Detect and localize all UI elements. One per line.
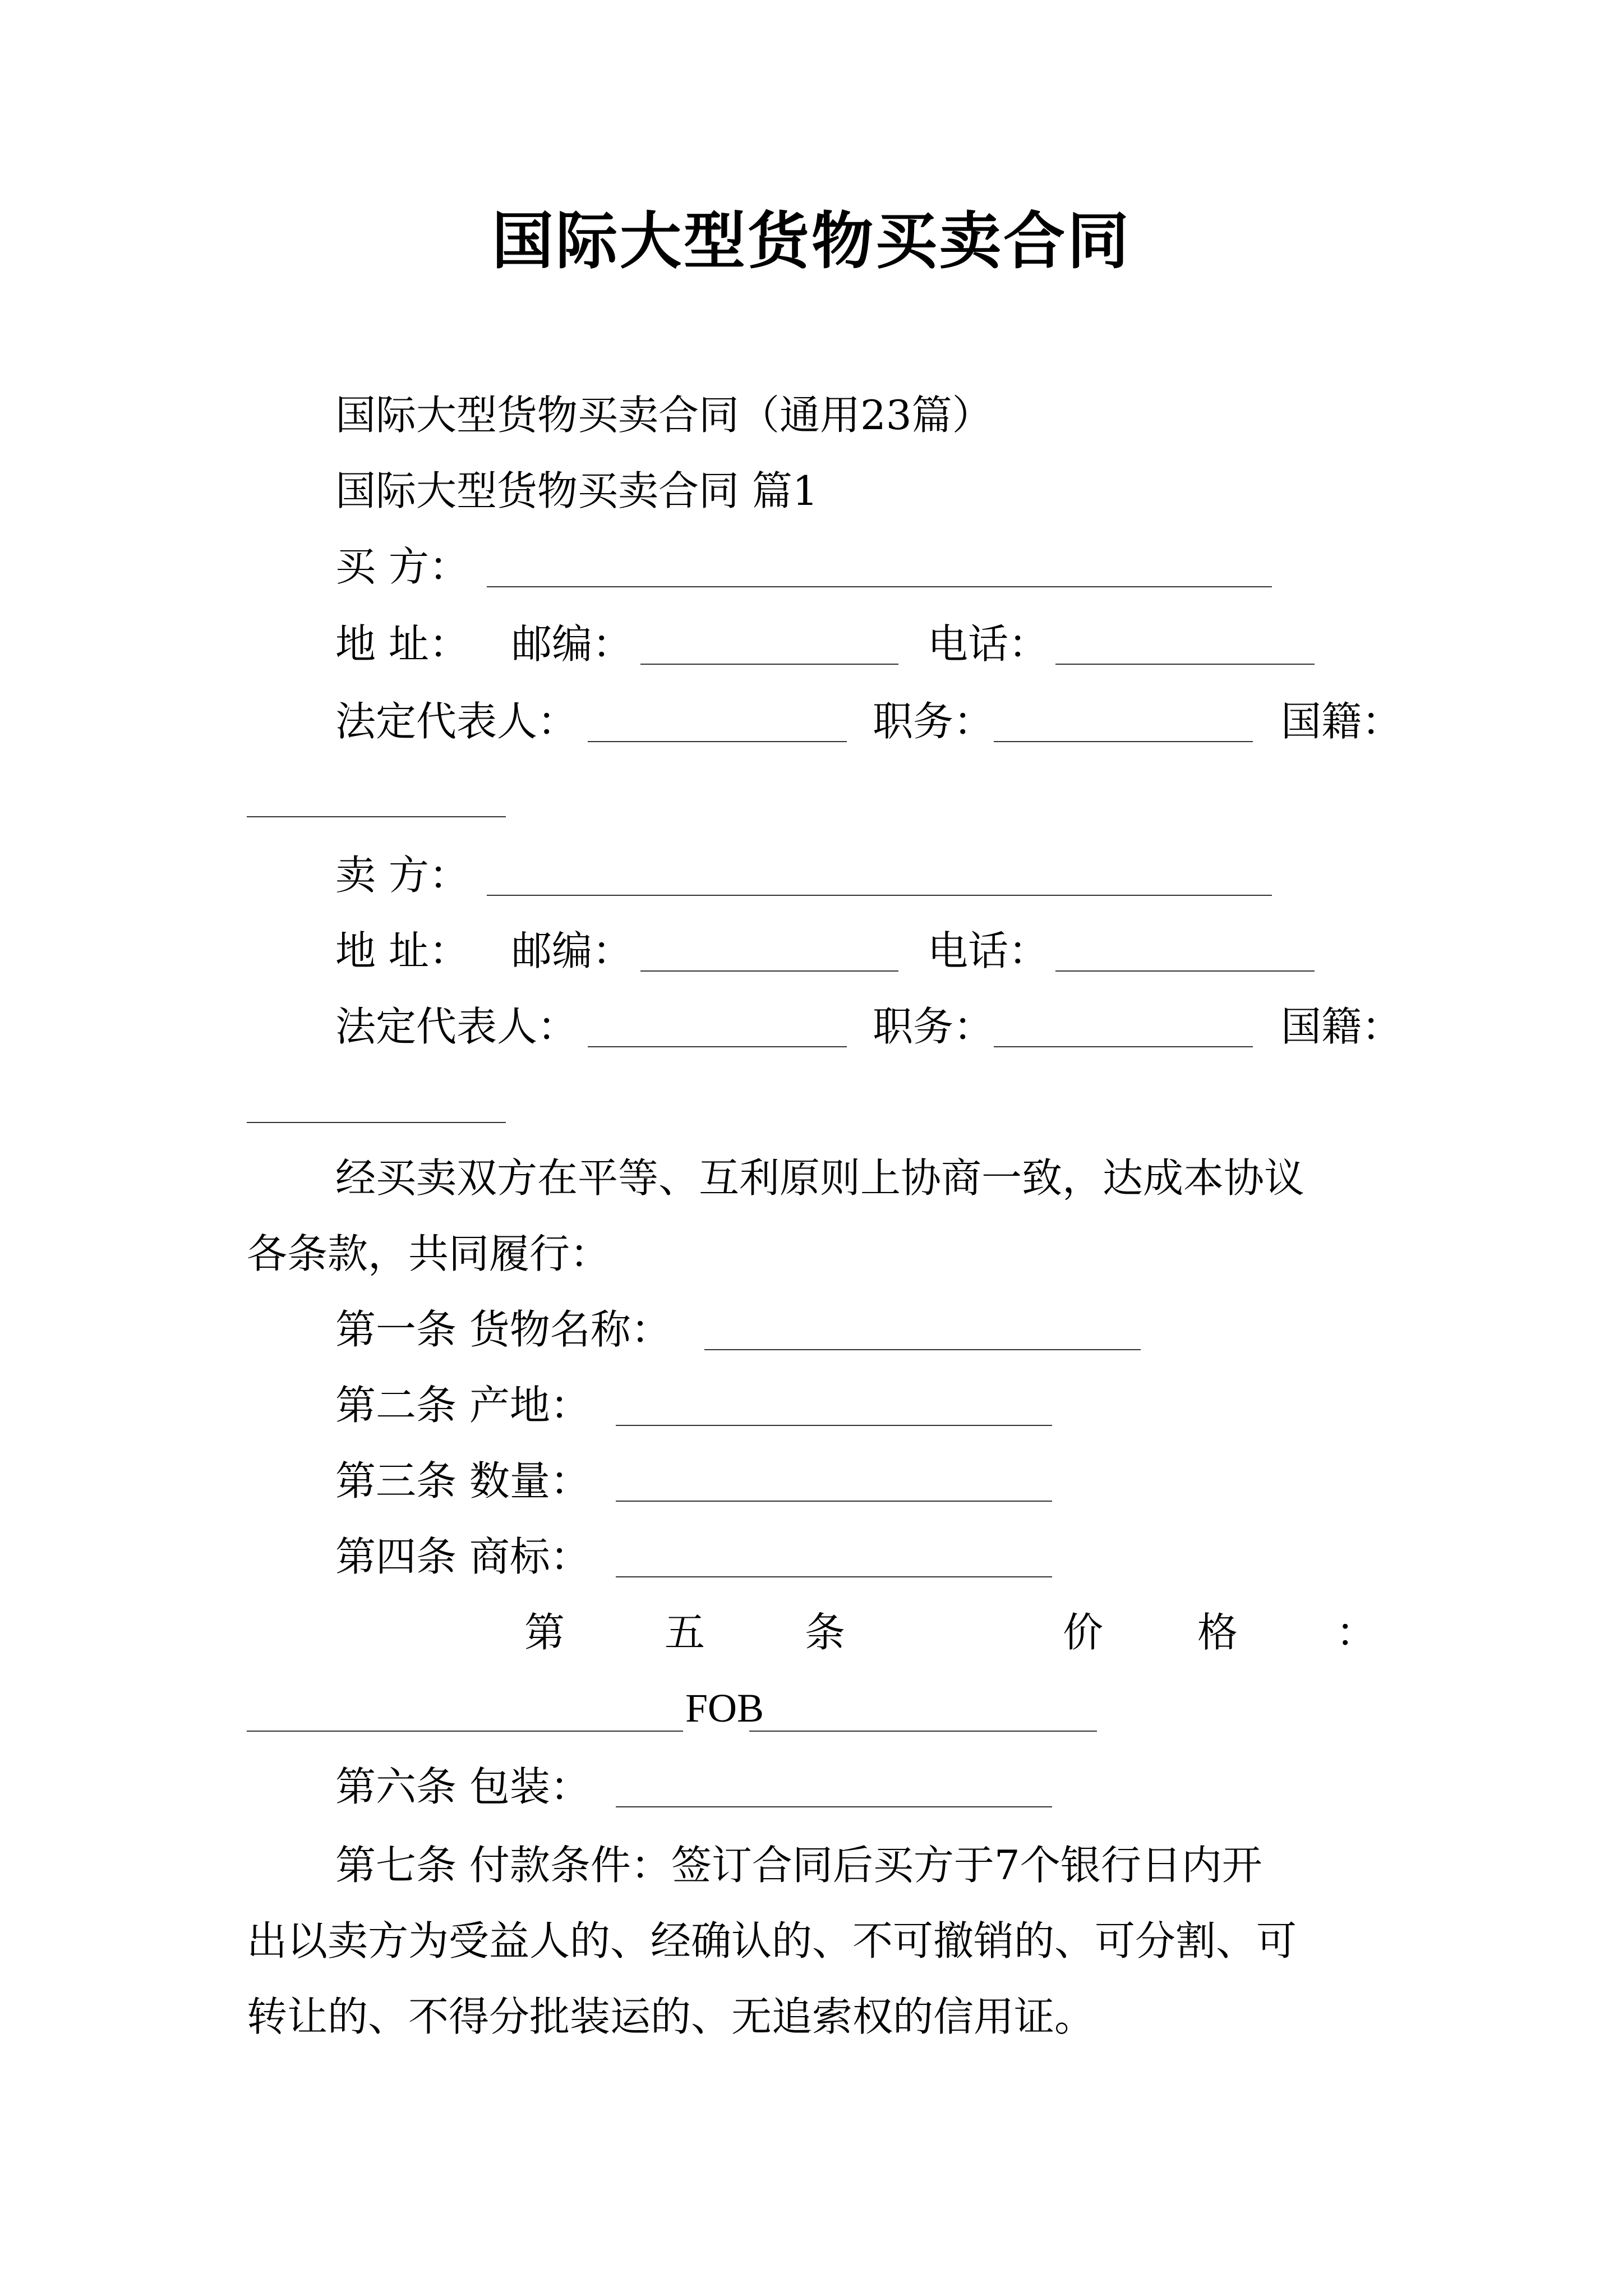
intro-line-1: 经买卖双方在平等、互利原则上协商一致，达成本协议 xyxy=(335,1154,1305,1202)
article-6-blank xyxy=(616,1806,1052,1807)
seller-postcode-label: 邮编： xyxy=(511,927,633,974)
article-7-line-2: 出以卖方为受益人的、经确认的、不可撤销的、可分割、可 xyxy=(247,1917,1297,1964)
buyer-phone-blank xyxy=(1055,664,1315,665)
seller-name-label: 卖 方： xyxy=(335,852,469,899)
buyer-position-label: 职务： xyxy=(873,698,994,745)
article-4-blank xyxy=(616,1576,1052,1577)
seller-rep-blank xyxy=(588,1046,847,1047)
seller-postcode-blank xyxy=(640,970,898,972)
article-1-label: 第一条 货物名称： xyxy=(335,1306,671,1353)
seller-nationality-label: 国籍： xyxy=(1281,1003,1403,1050)
subtitle: 国际大型货物买卖合同（通用23篇） xyxy=(335,392,993,439)
article-5-char-2: 五 xyxy=(665,1609,706,1656)
article-1-blank xyxy=(704,1349,1141,1350)
document-title: 国际大型货物买卖合同 xyxy=(492,205,1131,277)
article-3-blank xyxy=(616,1501,1052,1502)
article-5-char-1: 第 xyxy=(524,1609,565,1656)
article-5-char-6: ： xyxy=(1336,1609,1377,1656)
buyer-phone-label: 电话： xyxy=(928,620,1049,668)
article-5-char-3: 条 xyxy=(805,1609,846,1656)
intro-line-2: 各条款，共同履行： xyxy=(247,1230,611,1277)
buyer-postcode-blank xyxy=(640,664,898,665)
buyer-postcode-label: 邮编： xyxy=(511,620,633,668)
buyer-position-blank xyxy=(994,741,1253,742)
buyer-address-label: 地 址： xyxy=(335,620,469,668)
buyer-rep-label: 法定代表人： xyxy=(335,698,578,745)
seller-position-label: 职务： xyxy=(873,1003,994,1050)
article-7-line-3: 转让的、不得分批装运的、无追索权的信用证。 xyxy=(247,1993,1095,2040)
part-heading: 国际大型货物买卖合同 篇1 xyxy=(335,467,818,514)
article-5-blank-1 xyxy=(247,1731,683,1732)
article-4-label: 第四条 商标： xyxy=(335,1533,591,1580)
seller-phone-label: 电话： xyxy=(928,927,1049,974)
article-2-blank xyxy=(616,1425,1052,1426)
article-5-blank-2 xyxy=(749,1731,1097,1732)
article-5-fob: FOB xyxy=(685,1686,764,1731)
article-5-char-5: 格 xyxy=(1197,1609,1238,1656)
buyer-rep-blank xyxy=(588,741,847,742)
seller-phone-blank xyxy=(1055,970,1315,972)
seller-position-blank xyxy=(994,1046,1253,1047)
article-2-label: 第二条 产地： xyxy=(335,1382,591,1429)
buyer-nationality-label: 国籍： xyxy=(1281,698,1403,745)
buyer-name-blank xyxy=(487,586,1272,587)
article-3-label: 第三条 数量： xyxy=(335,1457,591,1504)
article-7-line-1: 第七条 付款条件：签订合同后买方于7个银行日内开 xyxy=(335,1842,1262,1889)
buyer-nationality-blank xyxy=(247,816,506,817)
seller-nationality-blank xyxy=(247,1122,506,1123)
seller-rep-label: 法定代表人： xyxy=(335,1003,578,1050)
article-6-label: 第六条 包装： xyxy=(335,1763,591,1810)
article-5-char-4: 价 xyxy=(1063,1609,1104,1656)
seller-address-label: 地 址： xyxy=(335,927,469,974)
seller-name-blank xyxy=(487,895,1272,896)
buyer-name-label: 买 方： xyxy=(335,543,469,590)
